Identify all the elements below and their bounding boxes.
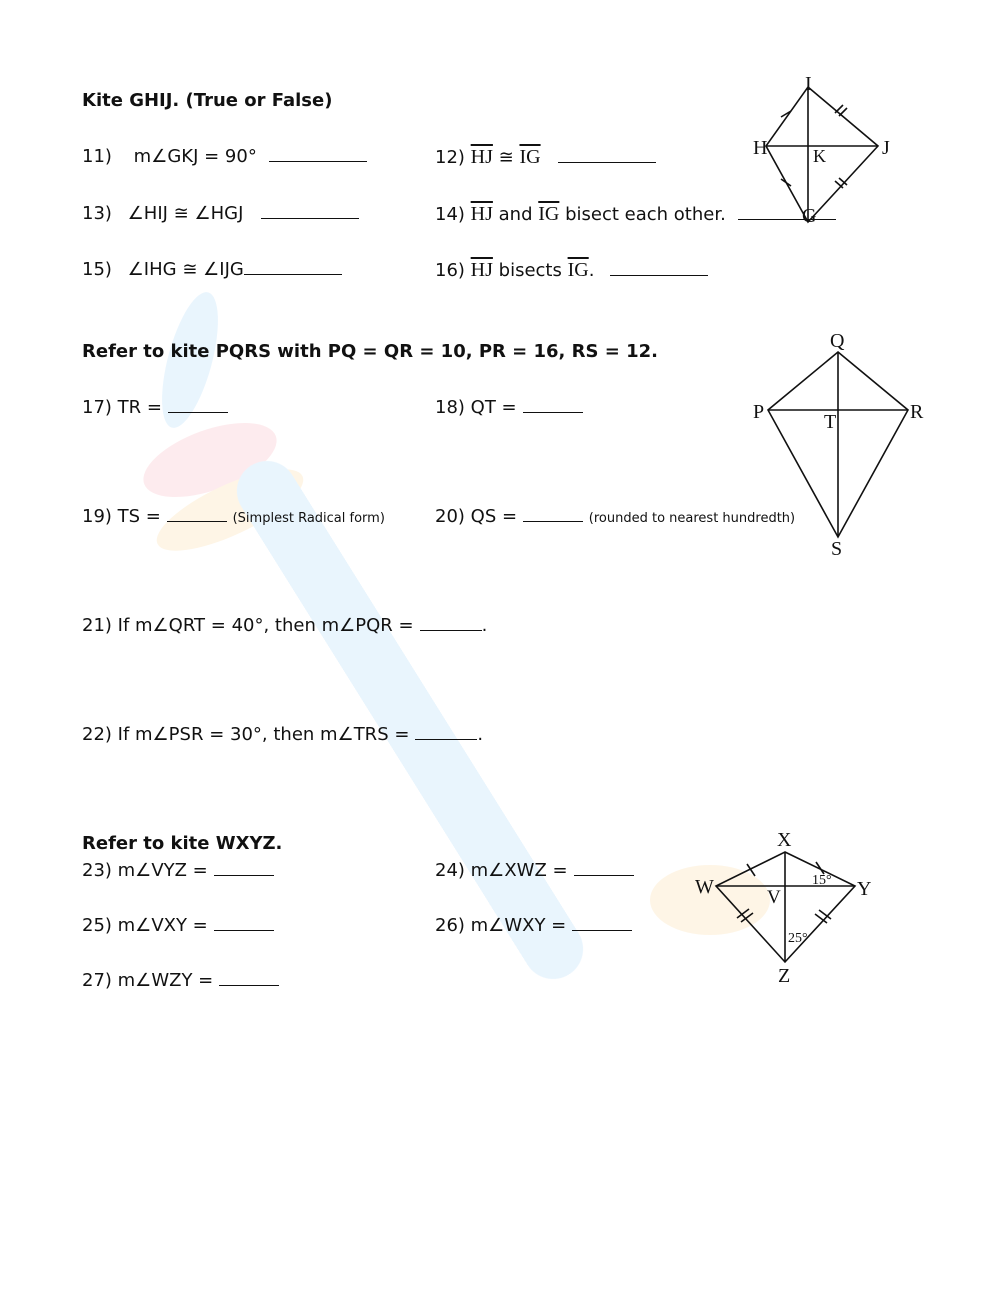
label-v: V <box>767 887 781 908</box>
q14-segment-hj: $\overline{HJ}$ <box>470 203 493 225</box>
q22-period: . <box>477 724 484 745</box>
label-h: H <box>753 137 768 159</box>
q15-number: 15) <box>82 259 112 280</box>
label-t: T <box>824 411 837 433</box>
q21-period: . <box>481 615 488 636</box>
q27-text: 27) m∠WZY = <box>82 970 214 991</box>
label-s: S <box>831 538 843 560</box>
q24-text: 24) m∠XWZ = <box>435 860 568 881</box>
q20-text: 20) QS = <box>435 506 518 527</box>
q20-note: (rounded to nearest hundredth) <box>588 511 796 526</box>
q12-segment-hj: $\overline{HJ}$ <box>470 146 493 168</box>
q11-number: 11) <box>82 146 112 167</box>
q22-text: 22) If m∠PSR = 30°, then m∠TRS = <box>82 724 410 745</box>
q15-text: ∠IHG ≅ ∠IJG <box>127 259 244 280</box>
angle-25-label: 25° <box>788 931 808 946</box>
section2-heading: Refer to kite PQRS with PQ = QR = 10, PR = 16, RS = 12. <box>82 341 658 362</box>
q11-text: m∠GKJ = 90° <box>133 146 257 167</box>
q16-period: . <box>588 260 595 281</box>
q12-congruent: ≅ <box>498 147 514 168</box>
q13-text: ∠HIJ ≅ ∠HGJ <box>127 203 244 224</box>
label-y: Y <box>857 878 872 900</box>
q14-and: and <box>498 204 533 225</box>
q16-number: 16) <box>435 260 465 281</box>
label-r: R <box>910 401 924 423</box>
section1-heading: Kite GHIJ. (True or False) <box>82 90 333 111</box>
q16-segment-hj: $\overline{HJ}$ <box>470 259 493 281</box>
q16-bisects: bisects <box>498 260 562 281</box>
q16-segment-ig: $\overline{IG}$ <box>567 259 589 281</box>
label-q: Q <box>830 330 845 352</box>
label-w: W <box>695 876 714 898</box>
q18-text: 18) QT = <box>435 397 517 418</box>
q17-text: 17) TR = <box>82 397 162 418</box>
q14-tail: bisect each other. <box>565 204 726 225</box>
q26-text: 26) m∠WXY = <box>435 915 567 936</box>
label-p: P <box>753 401 765 423</box>
q13-number: 13) <box>82 203 112 224</box>
section3-heading: Refer to kite WXYZ. <box>82 833 283 854</box>
q19-note: (Simplest Radical form) <box>232 511 385 526</box>
q12-segment-ig: $\overline{IG}$ <box>519 146 541 168</box>
label-k: K <box>813 146 826 166</box>
q12-number: 12) <box>435 147 465 168</box>
q21-text: 21) If m∠QRT = 40°, then m∠PQR = <box>82 615 414 636</box>
label-g: G <box>802 205 817 227</box>
q23-text: 23) m∠VYZ = <box>82 860 208 881</box>
q25-text: 25) m∠VXY = <box>82 915 208 936</box>
q19-text: 19) TS = <box>82 506 161 527</box>
q14-number: 14) <box>435 204 465 225</box>
q14-segment-ig: $\overline{IG}$ <box>538 203 560 225</box>
angle-15-label: 15° <box>812 873 832 888</box>
label-i: I <box>805 73 812 95</box>
label-z: Z <box>778 965 791 987</box>
label-j: J <box>882 137 890 159</box>
label-x: X <box>777 829 792 851</box>
